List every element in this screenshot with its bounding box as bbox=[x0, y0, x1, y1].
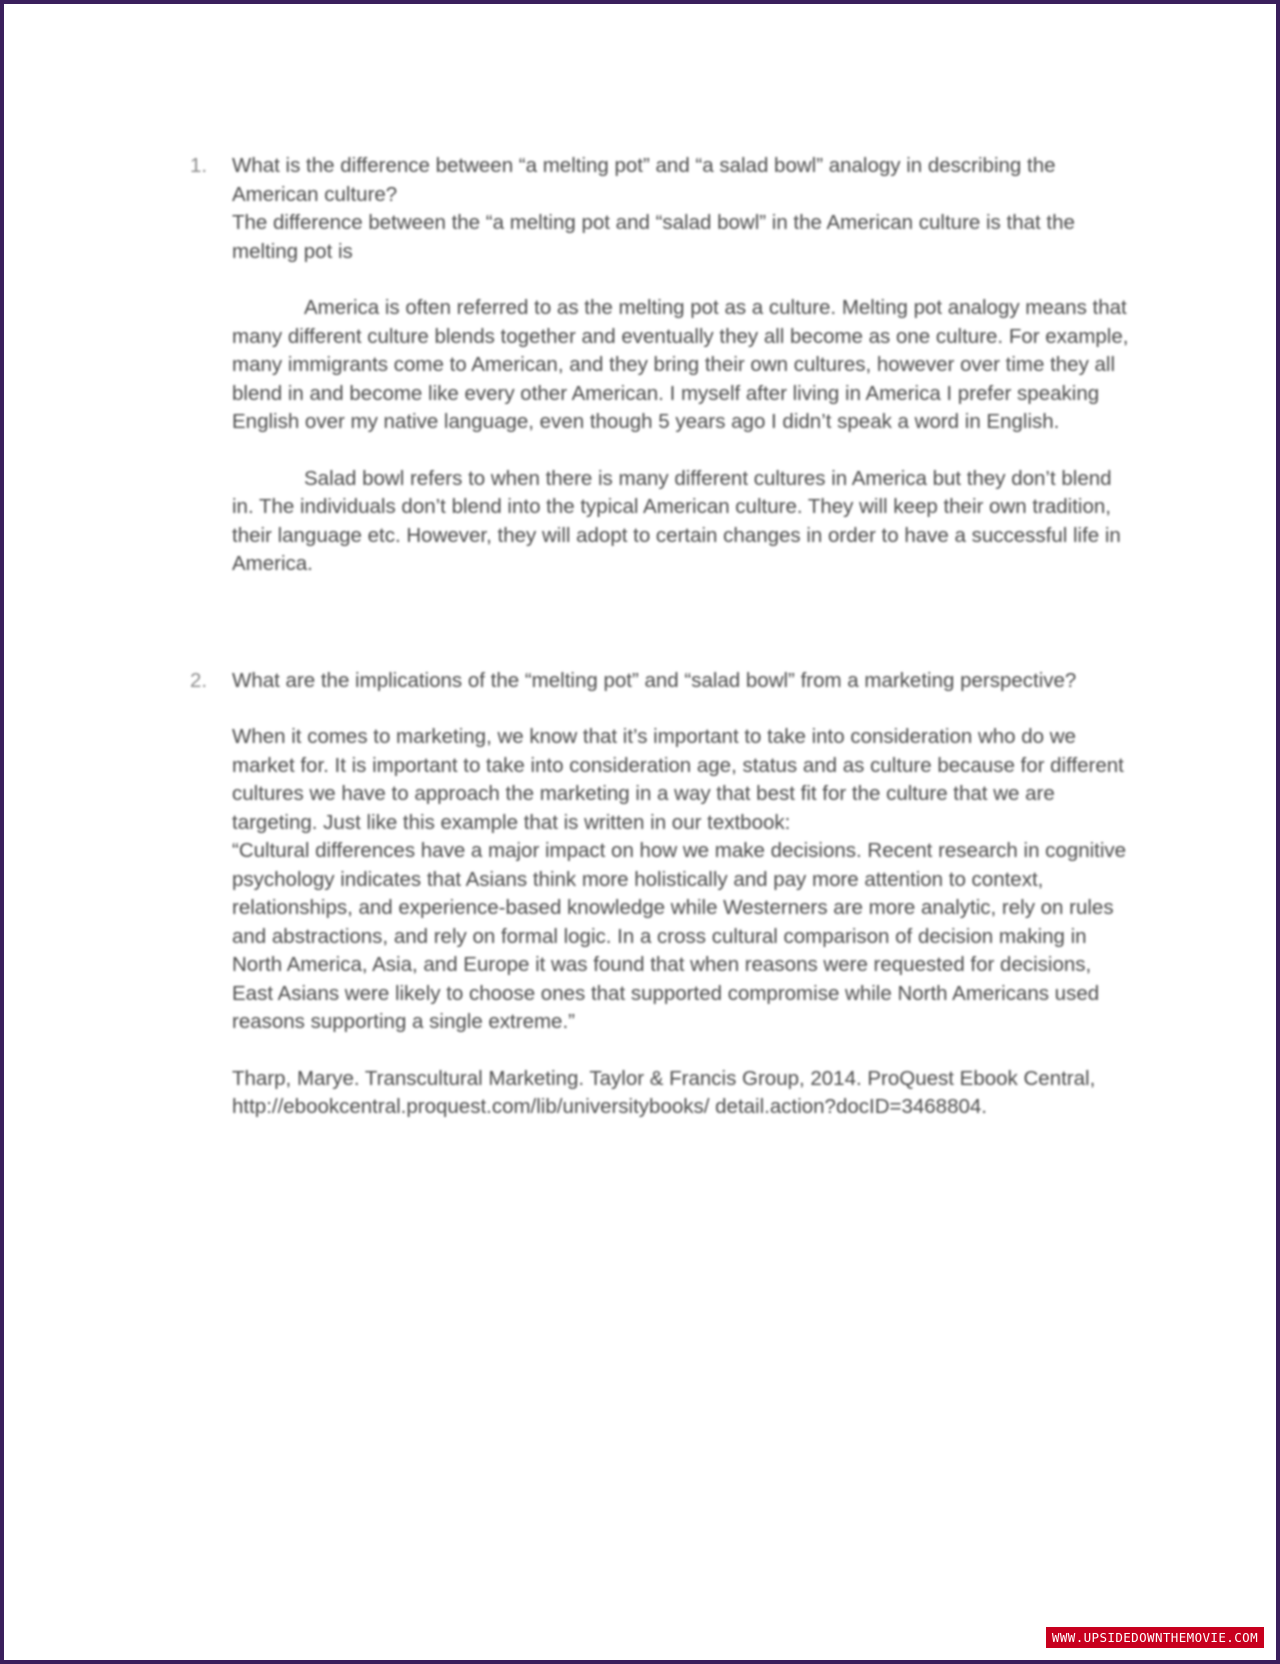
question-number: 1. bbox=[190, 154, 208, 177]
question-prompt: What are the implications of the “melting pot” and “salad bowl” from a marketing perspective? bbox=[232, 668, 1077, 692]
textbook-quote: “Cultural differences have a major impact on how we make decisions. Recent research in cognitive psychology indicates that Asians think more holistically and pay more attention to context, relationships, and experience-based knowledge while Westerners are more analytic, rely on rules and abstractions, and rely on formal logic. In a cross cultural comparison of decision making in North America, Asia, and Europe it was found that when reasons were requested for decisions, East Asians were likely to choose ones that supported compromise while North Americans used reasons supporting a single extreme.” bbox=[232, 839, 1127, 1033]
question-number: 2. bbox=[190, 668, 208, 692]
answer-paragraph: Salad bowl refers to when there is many different cultures in America but they don’t blend in. The individuals don’t blend into the typical American culture. They will keep their own tradition, their language etc. However, they will adopt to certain changes in order to have a successful life in America. bbox=[232, 466, 1121, 575]
answer-paragraph: America is often referred to as the melting pot as a culture. Melting pot analogy means that many different culture blends together and eventually they all become as one culture. For example, many immigrants come to American, and they bring their own cultures, however over time they all blend in and become like every other American. I myself after living in America I prefer speaking English over my native language, even though 5 years ago I didn’t speak a word in English. bbox=[232, 296, 1129, 433]
question-prompt: What is the difference between “a melting pot” and “a salad bowl” analogy in describing the American culture? bbox=[232, 154, 1056, 206]
watermark: WWW.UPSIDEDOWNTHEMOVIE.COM bbox=[1046, 1627, 1264, 1648]
document-page bbox=[184, 152, 1134, 1122]
answer-2 bbox=[184, 723, 1134, 1122]
question-2 bbox=[184, 667, 1134, 696]
answer-intro: The difference between the “a melting pot and “salad bowl” in the American culture is that the melting pot is bbox=[232, 211, 1075, 263]
answer-1 bbox=[184, 294, 1134, 579]
citation: Tharp, Marye. Transcultural Marketing. Taylor & Francis Group, 2014. ProQuest Ebook Central, http://ebookcentral.proquest.com/lib/universitybooks/ detail.action?docID=3468804. bbox=[232, 1066, 1096, 1118]
answer-paragraph: When it comes to marketing, we know that it’s important to take into consideration who do we market for. It is important to take into consideration age, status and as culture because for different cultures we have to approach the marketing in a way that best fit for the culture that we are targeting. Just like this example that is written in our textbook: bbox=[232, 725, 1124, 834]
question-1 bbox=[184, 152, 1134, 266]
